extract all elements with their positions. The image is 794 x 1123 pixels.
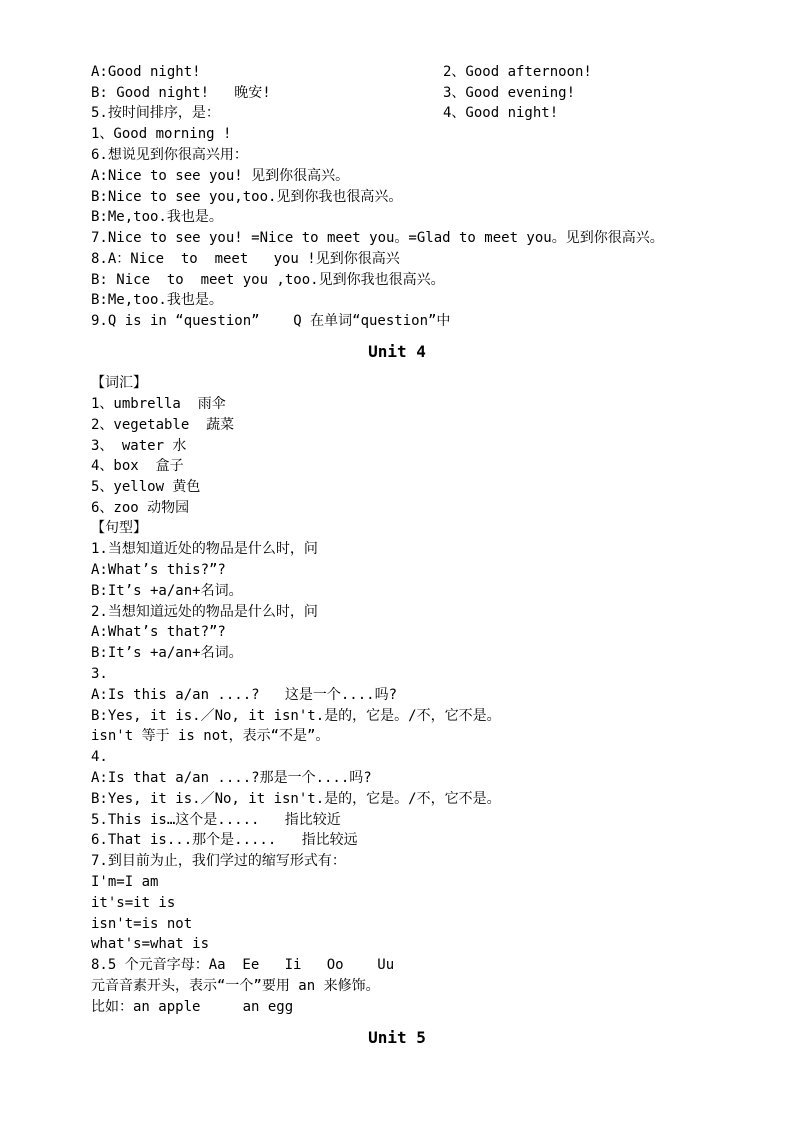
text-line: B:Me,too.我也是。 bbox=[91, 292, 223, 308]
text-line: 元音音素开头，表示“一个”要用 an 来修饰。 bbox=[91, 978, 380, 994]
text-line: 6、zoo 动物园 bbox=[91, 500, 190, 516]
text-line: A:Is that a/an ....?那是一个....吗? bbox=[91, 770, 372, 786]
greeting-item: 3、Good evening! bbox=[443, 85, 576, 101]
text-line: 5.按时间排序，是： bbox=[91, 105, 220, 121]
text-line: 比如：an apple an egg bbox=[91, 999, 294, 1015]
text-line: A:Nice to see you! 见到你很高兴。 bbox=[91, 168, 350, 184]
text-line: what's=what is bbox=[91, 936, 210, 952]
text-line: 6.想说见到你很高兴用： bbox=[91, 147, 248, 163]
text-line: 【句型】 bbox=[91, 520, 147, 536]
text-line: isn't=is not bbox=[91, 916, 193, 932]
text-line: it's=it is bbox=[91, 895, 176, 911]
text-line: A:Good night! bbox=[91, 64, 201, 80]
text-line: 5.This is…这个是..... 指比较近 bbox=[91, 812, 341, 828]
text-line: 2、vegetable 蔬菜 bbox=[91, 417, 235, 433]
greeting-item: 2、Good afternoon! bbox=[443, 64, 592, 80]
text-line: B:Me,too.我也是。 bbox=[91, 209, 223, 225]
text-line: 7.到目前为止，我们学过的缩写形式有： bbox=[91, 853, 346, 869]
text-line: 8.5 个元音字母：Aa Ee Ii Oo Uu bbox=[91, 957, 395, 973]
greeting-item: 4、Good night! bbox=[443, 105, 559, 121]
text-line: I'm=I am bbox=[91, 874, 159, 890]
text-line: 6.That is...那个是..... 指比较远 bbox=[91, 832, 358, 848]
text-line: isn't 等于 is not，表示“不是”。 bbox=[91, 728, 330, 744]
text-line: 1、umbrella 雨伞 bbox=[91, 396, 226, 412]
text-line: A:Is this a/an ....? 这是一个....吗? bbox=[91, 687, 398, 703]
text-line: 1、Good morning ! bbox=[91, 126, 232, 142]
text-line: B:Yes, it is.／No, it isn't.是的，它是。/不，它不是。 bbox=[91, 791, 501, 807]
text-line: 3、 water 水 bbox=[91, 438, 187, 454]
text-line: 2.当想知道远处的物品是什么时，问 bbox=[91, 604, 318, 620]
text-line: 【词汇】 bbox=[91, 375, 147, 391]
text-line: A:What’s that?”? bbox=[91, 624, 226, 640]
text-line: 4. bbox=[91, 749, 108, 765]
text-line: B: Good night! 晚安! bbox=[91, 85, 271, 101]
unit-4-heading: Unit 4 bbox=[368, 342, 426, 361]
text-line: A:What’s this?”? bbox=[91, 562, 226, 578]
text-line: 8.A：Nice to meet you !见到你很高兴 bbox=[91, 251, 400, 267]
text-line: B:It’s +a/an+名词。 bbox=[91, 583, 243, 599]
text-line: 3. bbox=[91, 666, 108, 682]
text-line: 4、box 盒子 bbox=[91, 458, 184, 474]
unit-5-heading: Unit 5 bbox=[368, 1028, 426, 1047]
text-line: B:Nice to see you,too.见到你我也很高兴。 bbox=[91, 189, 403, 205]
text-line: 1.当想知道近处的物品是什么时，问 bbox=[91, 541, 318, 557]
text-line: 5、yellow 黄色 bbox=[91, 479, 201, 495]
text-line: 7.Nice to see you! =Nice to meet you。=Glad to meet you。见到你很高兴。 bbox=[91, 230, 664, 246]
text-line: B:It’s +a/an+名词。 bbox=[91, 645, 243, 661]
text-line: B: Nice to meet you ,too.见到你我也很高兴。 bbox=[91, 272, 445, 288]
text-line: 9.Q is in “question” Q 在单词“question”中 bbox=[91, 313, 451, 329]
text-line: B:Yes, it is.／No, it isn't.是的，它是。/不，它不是。 bbox=[91, 708, 501, 724]
